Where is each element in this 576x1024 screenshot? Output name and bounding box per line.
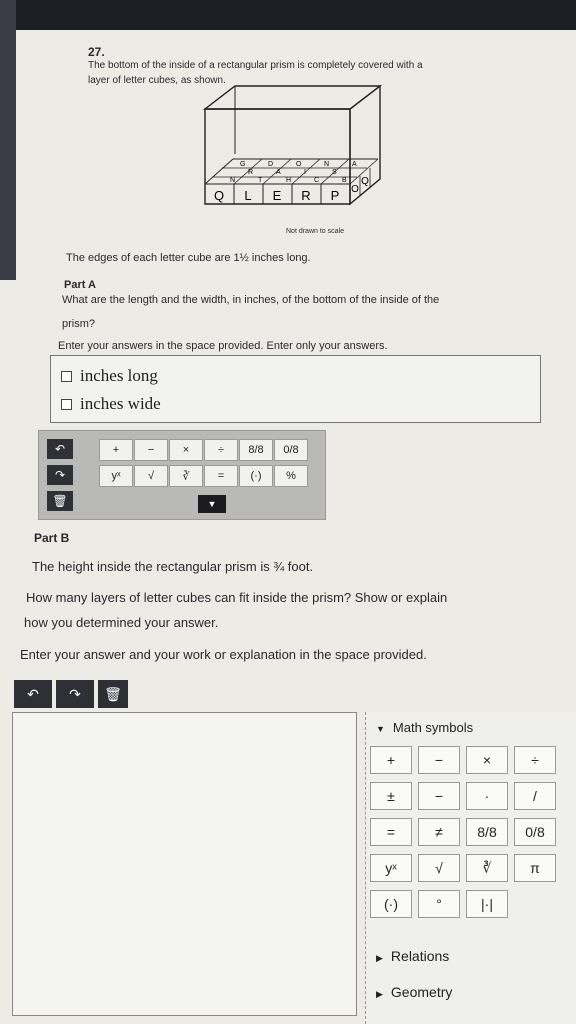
math-key-cube-root[interactable]: ∛ (466, 854, 508, 882)
math-key-slash[interactable]: / (514, 782, 556, 810)
trash-icon: 🗑 (104, 685, 122, 702)
relations-label: Relations (390, 948, 450, 964)
math-key-fraction[interactable]: 8/8 (466, 818, 508, 846)
front-letter-5: P (330, 188, 340, 203)
figure-note: Not drawn to scale (286, 228, 344, 235)
width-input[interactable] (61, 399, 72, 410)
math-key-divide[interactable]: ÷ (514, 746, 556, 774)
delete-button-b[interactable] (98, 680, 128, 708)
part-b-question-2: how you determined your answer. (24, 615, 219, 630)
length-unit-label: inches long (80, 366, 158, 385)
part-b-question-1: How many layers of letter cubes can fit inside the prism? Show or explain (26, 590, 448, 605)
math-key-pi[interactable]: π (514, 854, 556, 882)
math-key-plus-minus[interactable]: ± (370, 782, 412, 810)
undo-icon: ↶ (54, 442, 66, 456)
trash-icon: 🗑 (52, 494, 68, 508)
prompt-line-2: layer of letter cubes, as shown. (88, 75, 226, 86)
prompt-line-1: The bottom of the inside of a rectangular prism is completely covered with a (88, 60, 423, 71)
key-square-root[interactable]: √ (134, 465, 168, 487)
front-letter-4: R (301, 188, 311, 203)
prism-figure (200, 84, 385, 206)
part-a-question-1: What are the length and the width, in inches, of the bottom of the inside of the (62, 294, 440, 306)
math-key-exponent[interactable]: yˣ (370, 854, 412, 882)
key-fraction[interactable]: 8/8 (239, 439, 273, 461)
key-exponent[interactable]: yˣ (99, 465, 133, 487)
math-key-plus[interactable]: + (370, 746, 412, 774)
undo-button[interactable] (47, 439, 73, 459)
top-letter-7: A (276, 169, 281, 176)
undo-button-b[interactable] (14, 680, 52, 708)
top-letter-14: A (352, 161, 357, 168)
part-b-toolbar (14, 680, 128, 708)
geometry-label: Geometry (390, 984, 453, 1000)
front-letter-3: E (272, 188, 282, 203)
math-key-mixed-number[interactable]: 0/8 (514, 818, 556, 846)
part-a-math-toolbar (38, 430, 326, 520)
part-a-instruction: Enter your answers in the space provided. Enter only your answers. (58, 340, 388, 352)
math-key-equals[interactable]: = (370, 818, 412, 846)
chevron-down-icon: ▼ (207, 499, 217, 509)
math-key-degree[interactable]: ° (418, 890, 460, 918)
width-unit-label: inches wide (80, 394, 161, 413)
key-divide[interactable]: ÷ (204, 439, 238, 461)
background-top (0, 0, 576, 30)
key-equals[interactable]: = (204, 465, 238, 487)
delete-button[interactable] (47, 491, 73, 511)
top-letter-1: N (230, 177, 236, 184)
redo-button-b[interactable] (56, 680, 94, 708)
key-plus[interactable]: + (99, 439, 133, 461)
chevron-right-icon: ▶ (376, 989, 383, 999)
top-letter-13: N (324, 161, 330, 168)
math-symbols-panel (365, 712, 576, 1024)
redo-button[interactable] (47, 465, 73, 485)
chevron-down-icon: ▼ (376, 724, 385, 734)
top-letter-5: B (342, 177, 347, 184)
top-letter-4: C (314, 177, 320, 184)
front-letter-2: L (244, 188, 252, 203)
math-key-square-root[interactable]: √ (418, 854, 460, 882)
math-key-minus[interactable]: − (418, 746, 460, 774)
top-letter-3: H (286, 177, 292, 184)
math-key-dash[interactable]: − (418, 782, 460, 810)
part-b-label: Part B (34, 531, 70, 545)
key-times[interactable]: × (169, 439, 203, 461)
expand-toolbar-button[interactable] (198, 495, 226, 513)
part-a-label: Part A (64, 279, 96, 291)
side-letter-1: O (351, 184, 359, 195)
math-symbols-title: Math symbols (392, 720, 474, 735)
part-b-instruction: Enter your answer and your work or explanation in the space provided. (20, 647, 427, 662)
chevron-right-icon: ▶ (376, 953, 383, 963)
length-row[interactable] (61, 366, 158, 386)
key-parentheses[interactable]: (·) (239, 465, 273, 487)
key-minus[interactable]: − (134, 439, 168, 461)
undo-icon: ↶ (27, 685, 39, 702)
part-b-height-line: The height inside the rectangular prism is ¾ foot. (32, 559, 314, 574)
part-a-answer-box (50, 355, 541, 423)
relations-section[interactable] (376, 948, 449, 964)
redo-icon: ↷ (54, 468, 66, 482)
top-letter-12: O (296, 161, 302, 168)
top-letter-9: S (332, 169, 337, 176)
math-key-parentheses[interactable]: (·) (370, 890, 412, 918)
key-cube-root[interactable]: ∛ (169, 465, 203, 487)
part-a-question-2: prism? (62, 318, 96, 330)
top-letter-11: D (268, 161, 274, 168)
geometry-section[interactable] (376, 984, 452, 1000)
top-letter-10: G (240, 161, 246, 168)
math-key-dot[interactable]: · (466, 782, 508, 810)
part-b-response-area[interactable] (12, 712, 357, 1016)
math-key-not-equal[interactable]: ≠ (418, 818, 460, 846)
width-row[interactable] (61, 394, 161, 414)
background-left (0, 0, 16, 280)
length-input[interactable] (61, 371, 72, 382)
question-number: 27. (88, 45, 105, 59)
top-letter-2: T (258, 177, 263, 184)
top-letter-6: R (248, 169, 254, 176)
key-mixed-number[interactable]: 0/8 (274, 439, 308, 461)
top-letter-8: I (304, 169, 306, 176)
redo-icon: ↷ (69, 685, 81, 702)
key-percent[interactable]: % (274, 465, 308, 487)
math-key-times[interactable]: × (466, 746, 508, 774)
math-symbols-header[interactable] (376, 720, 473, 735)
math-key-absolute-value[interactable]: |·| (466, 890, 508, 918)
side-letter-2: Q (361, 176, 369, 187)
edge-text: The edges of each letter cube are 1½ inches long. (66, 252, 311, 264)
front-letter-1: Q (213, 188, 225, 203)
